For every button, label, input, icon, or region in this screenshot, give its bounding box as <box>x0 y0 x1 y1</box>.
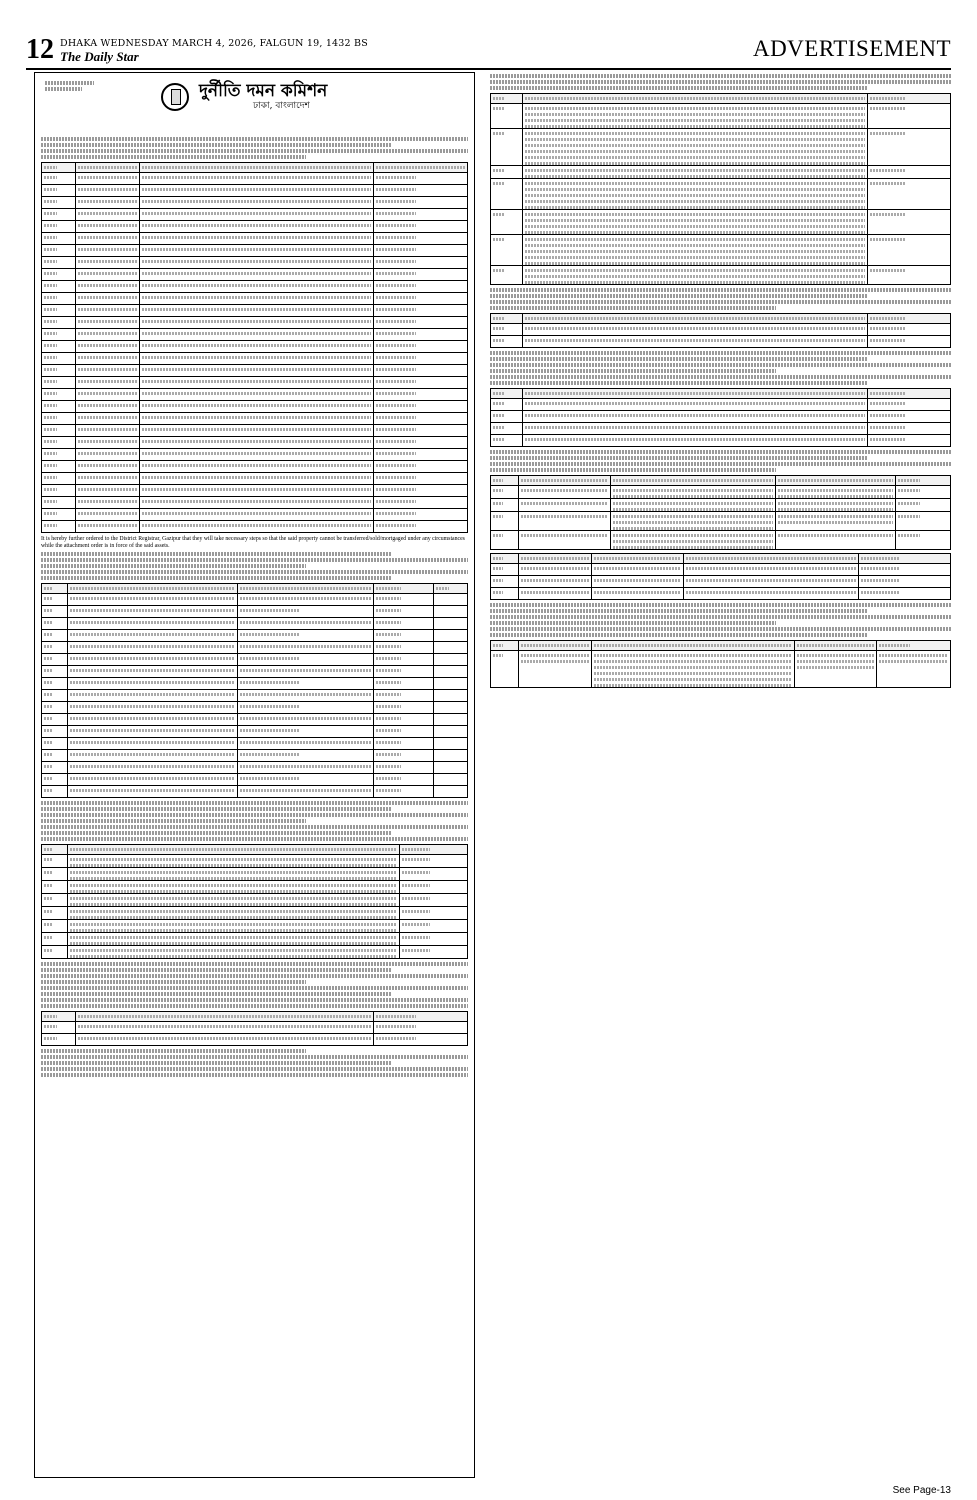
property-table-7 <box>490 388 951 447</box>
organization-name: দুর্নীতি দমন কমিশন <box>199 81 328 101</box>
property-table-4 <box>41 1011 468 1046</box>
see-page-link: See Page-13 <box>892 1485 951 1496</box>
property-table-3 <box>41 844 468 959</box>
attachment-order-note: It is hereby further ordered to the District Registrar, Gazipur that they will take necessary steps so that the said property cannot be transferred/sold/mortgaged under any circumstances while the attachment order is in force of the said assets. <box>41 536 465 549</box>
right-body-3 <box>490 351 951 385</box>
dateline: DHAKA WEDNESDAY MARCH 4, 2026, FALGUN 19, 1432 BS <box>60 38 368 49</box>
section-title: ADVERTISEMENT <box>752 36 951 61</box>
property-table-2 <box>41 583 468 798</box>
notice-body-4 <box>41 962 468 1008</box>
right-notice-column <box>490 72 951 1478</box>
newspaper-name: The Daily Star <box>60 49 139 64</box>
left-notice-column <box>34 72 475 1478</box>
masthead <box>26 36 951 70</box>
notice-body-3 <box>41 801 468 841</box>
property-table-5 <box>490 93 951 285</box>
acc-logo-icon <box>161 83 189 111</box>
property-table-8 <box>490 475 951 550</box>
page-number: 12 <box>26 34 54 65</box>
right-intro <box>490 74 951 90</box>
right-body-2 <box>490 288 951 310</box>
notice-body-5 <box>41 1049 468 1077</box>
notice-intro <box>41 137 468 159</box>
right-body-4 <box>490 450 951 472</box>
organization-location: ঢাকা, বাংলাদেশ <box>253 101 310 111</box>
motto-text <box>45 79 105 93</box>
property-table-1 <box>41 162 468 533</box>
right-body-5 <box>490 603 951 637</box>
property-table-10 <box>490 640 951 688</box>
property-table-6 <box>490 313 951 348</box>
notice-body-2 <box>41 552 468 580</box>
notice-header <box>41 77 468 135</box>
property-table-9 <box>490 553 951 600</box>
